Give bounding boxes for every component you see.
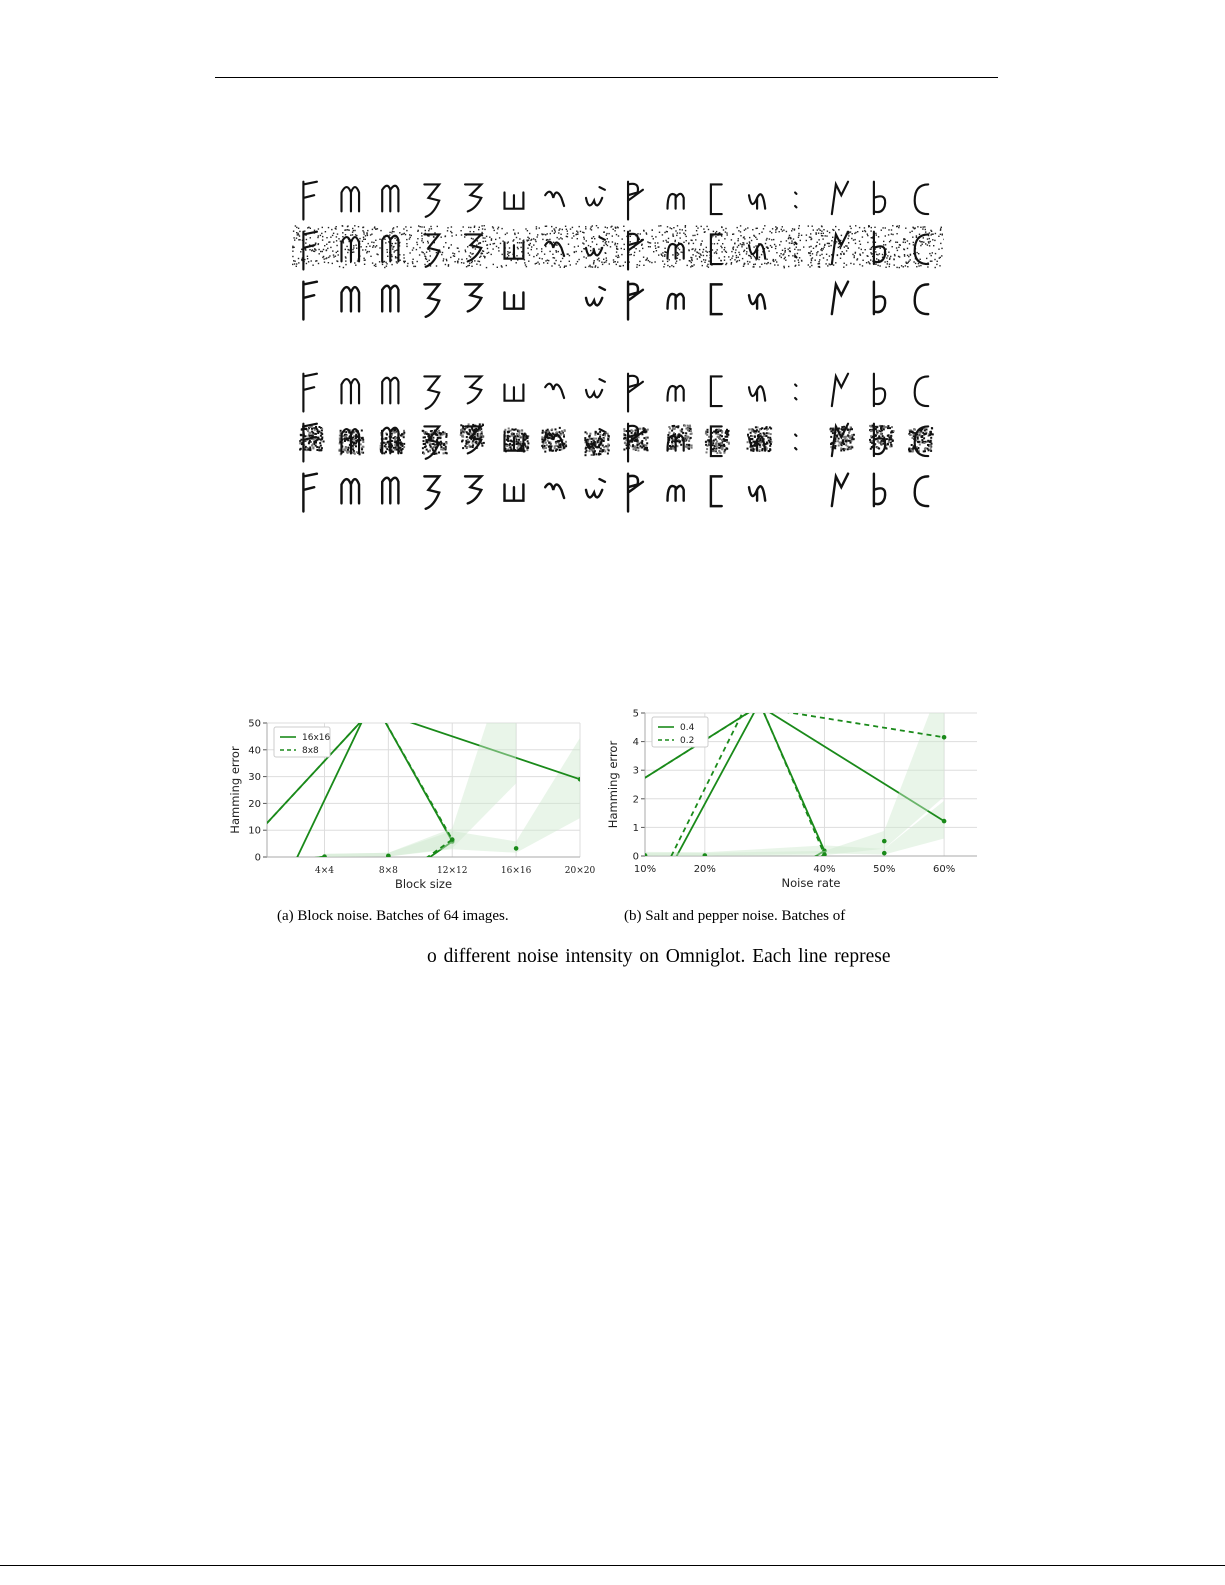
y-axis-title: Hamming error — [606, 740, 620, 829]
glyph-row-1 — [303, 182, 928, 220]
omniglot-sample-figure — [292, 170, 944, 515]
y-tick-label: 4 — [632, 737, 639, 749]
data-point — [942, 735, 947, 740]
figure-caption: o different noise intensity on Omniglot. Each line represe — [427, 946, 891, 967]
data-point — [514, 846, 519, 851]
legend — [652, 717, 708, 747]
caption-b: (b) Salt and pepper noise. Batches of — [624, 908, 846, 924]
data-point — [882, 851, 887, 856]
x-tick-label: 40% — [813, 864, 836, 875]
caption-a: (a) Block noise. Batches of 64 images. — [277, 908, 509, 924]
data-point — [578, 777, 583, 782]
footer-rule — [0, 1565, 1225, 1566]
y-tick-label: 3 — [632, 765, 639, 777]
x-tick-label: 60% — [932, 864, 956, 875]
legend-label: 0.4 — [680, 723, 695, 733]
header-rule — [215, 77, 998, 78]
glyph-row-5 — [299, 423, 934, 461]
x-tick-label: 50% — [873, 864, 896, 875]
confidence-band — [645, 675, 944, 856]
data-point — [386, 854, 391, 859]
y-tick-label: 2 — [632, 794, 639, 806]
x-tick-label: 10% — [633, 864, 657, 875]
glyph-row-6 — [303, 474, 928, 512]
y-tick-label: 10 — [248, 825, 261, 837]
chart-salt-pepper-noise — [606, 705, 985, 895]
glyph-row-2 — [292, 225, 944, 270]
y-tick-label: 30 — [248, 772, 261, 784]
y-tick-label: 40 — [248, 745, 261, 757]
x-tick-label: 20×20 — [564, 866, 596, 876]
legend-label: 16x16 — [302, 733, 331, 743]
x-axis-title: Block size — [394, 877, 453, 891]
y-tick-label: 0 — [632, 851, 639, 863]
y-tick-label: 1 — [632, 822, 639, 834]
x-axis-title: Noise rate — [781, 876, 841, 890]
legend-label: 8x8 — [302, 746, 319, 756]
glyph-row-4 — [303, 374, 928, 412]
x-tick-label: 20% — [693, 864, 716, 875]
series-8x8 — [225, 633, 516, 996]
data-point — [450, 837, 455, 842]
y-tick-label: 20 — [248, 798, 261, 810]
x-tick-label: 16×16 — [500, 866, 532, 876]
y-tick-label: 0 — [254, 852, 261, 864]
legend — [274, 727, 331, 757]
glyph-row-3 — [303, 282, 928, 320]
y-tick-label: 5 — [632, 708, 639, 720]
data-point — [882, 839, 887, 844]
legend-label: 0.2 — [680, 736, 695, 746]
data-point — [322, 854, 327, 859]
data-point — [942, 819, 947, 824]
chart-block-noise — [225, 705, 600, 895]
x-tick-label: 12×12 — [437, 866, 468, 876]
x-tick-label: 4×4 — [314, 866, 334, 876]
y-tick-label: 50 — [248, 718, 261, 730]
data-point — [703, 853, 708, 858]
y-axis-title: Hamming error — [228, 746, 242, 834]
confidence-band — [324, 633, 516, 857]
x-tick-label: 8×8 — [378, 866, 398, 876]
